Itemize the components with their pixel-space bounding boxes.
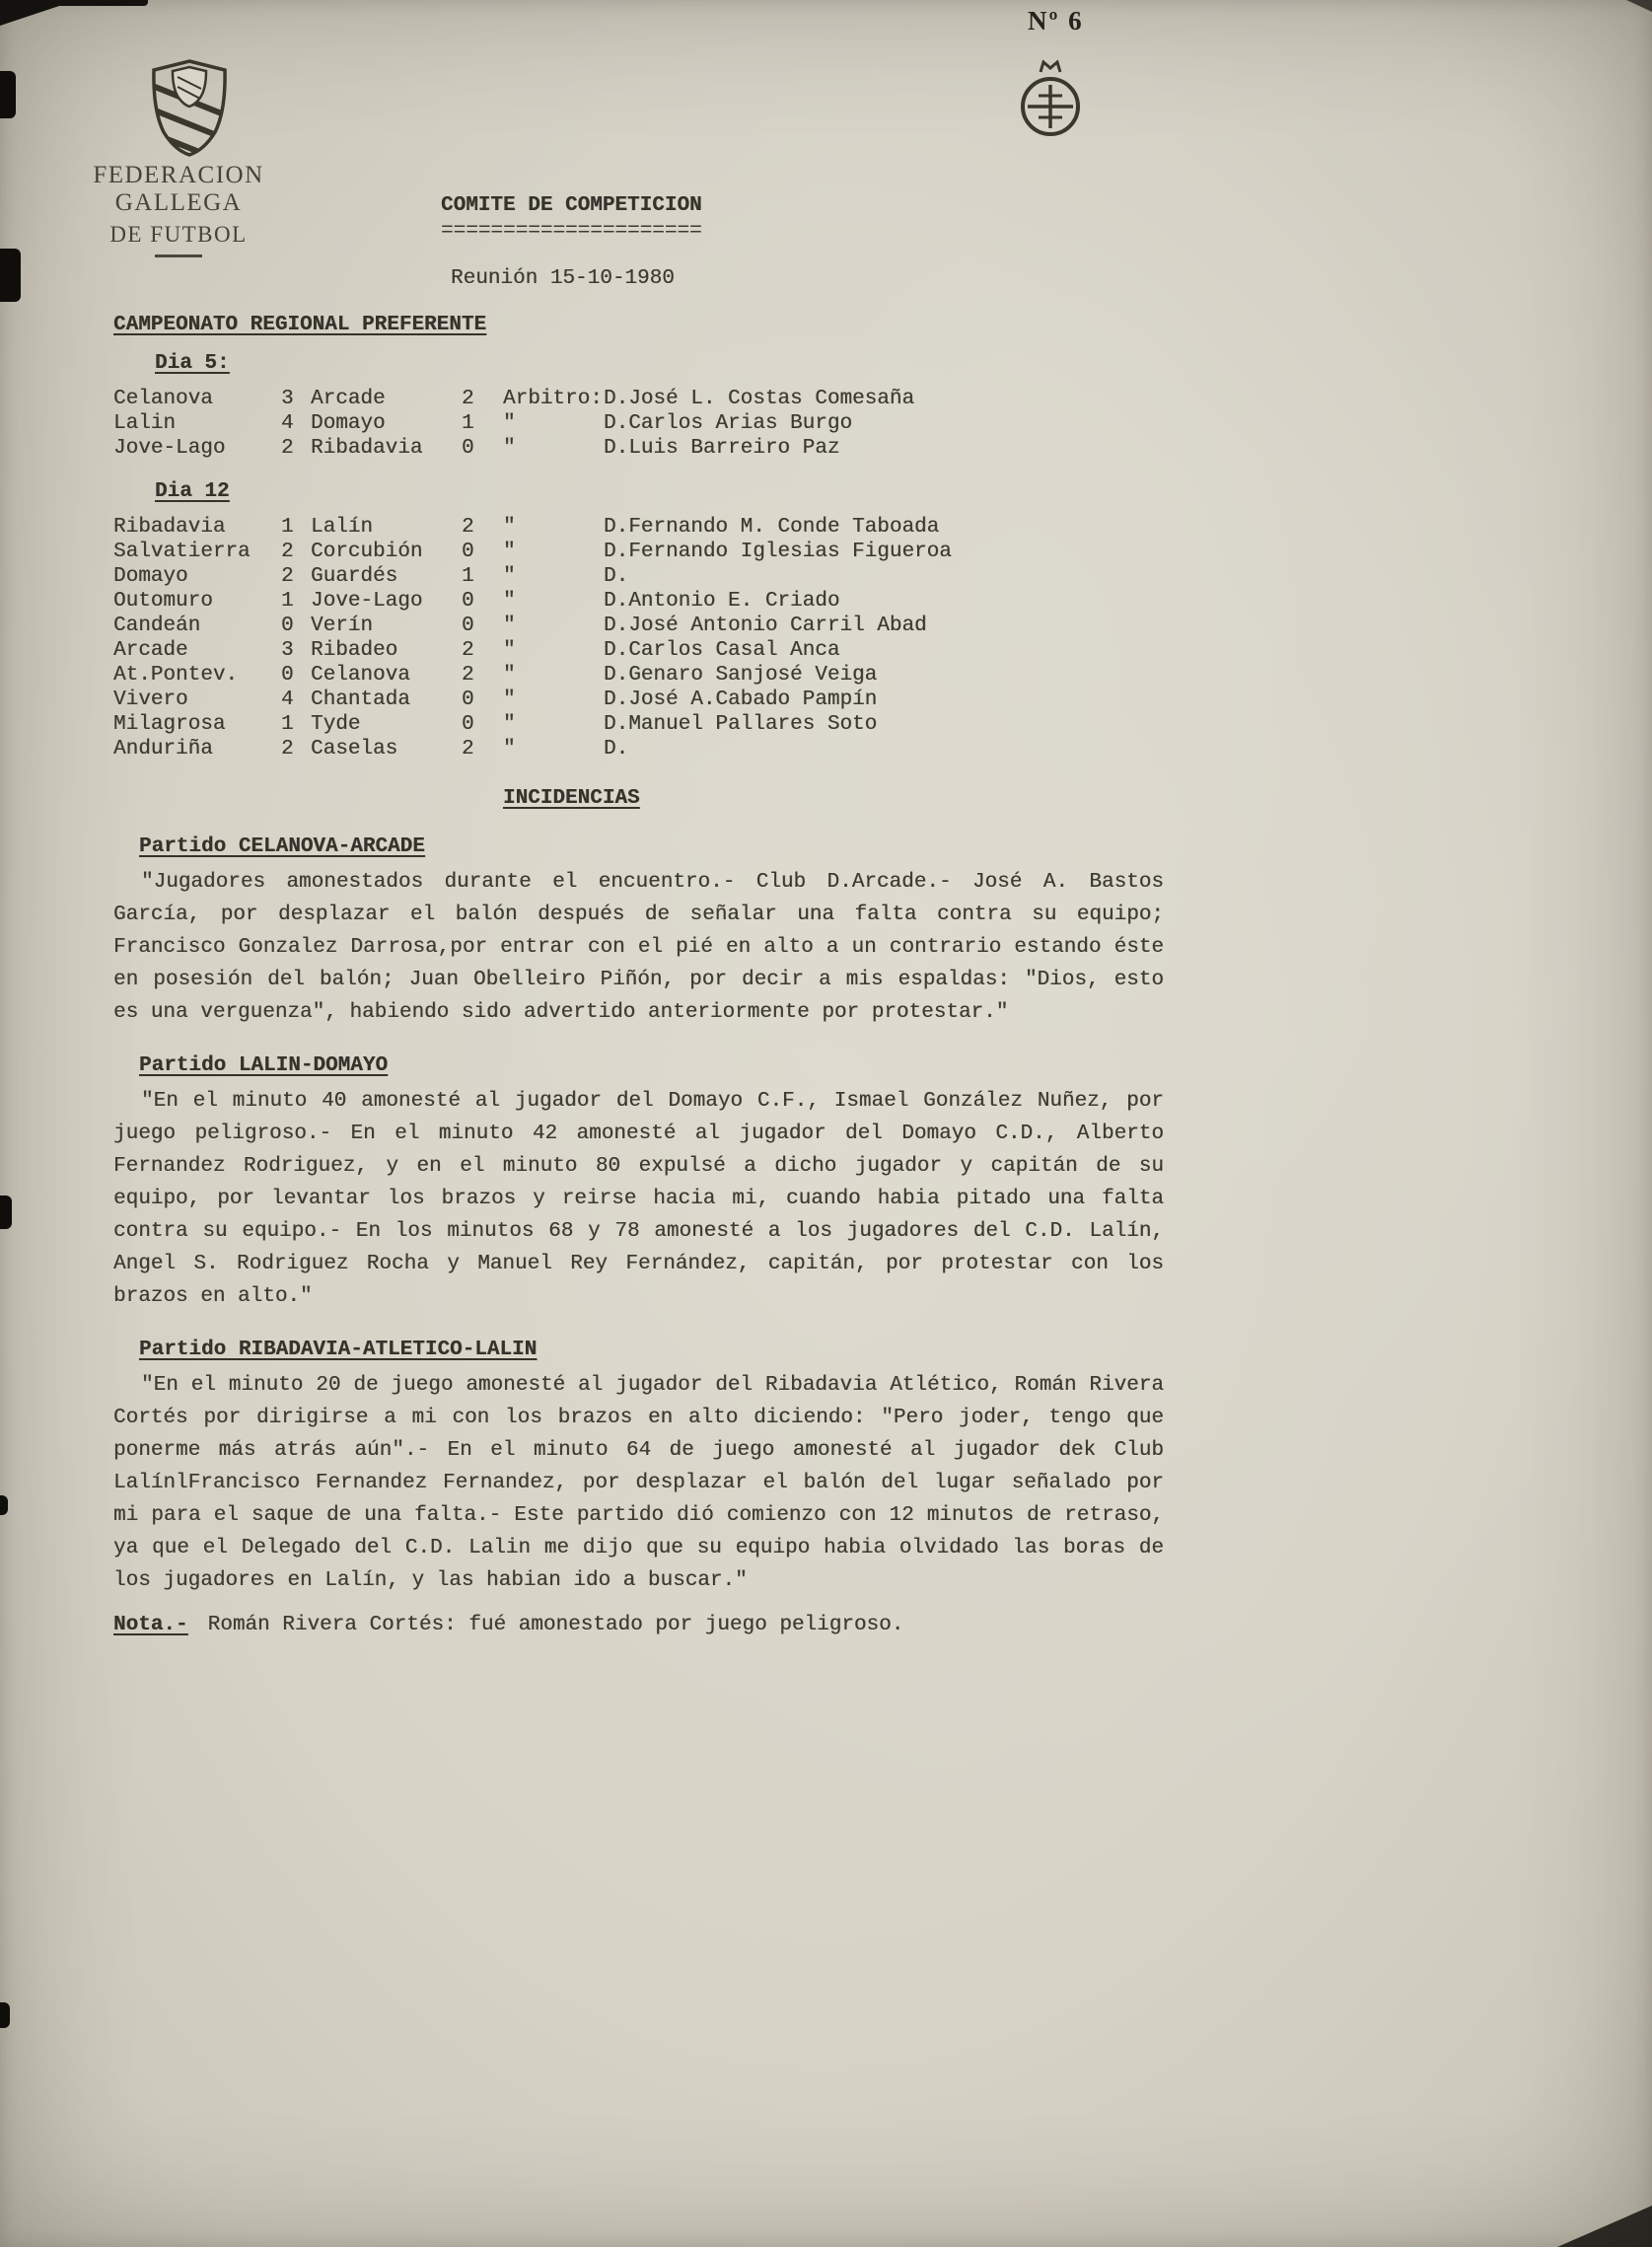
binding-mark: [0, 1196, 12, 1229]
home-team: Lalin: [113, 412, 177, 435]
home-team: Ribadavia: [113, 516, 226, 539]
referee-label: ": [503, 639, 516, 662]
referee-name: D.Fernando M. Conde Taboada: [604, 516, 940, 539]
referee-name: D.Carlos Arias Burgo: [604, 412, 853, 435]
home-score: 0: [281, 615, 294, 637]
home-team: Celanova: [113, 388, 213, 410]
scan-edge-artifact: [0, 0, 148, 6]
referee-name: D.: [604, 738, 629, 761]
match-row: [113, 589, 1164, 614]
referee-name: D.: [604, 565, 629, 588]
referee-name: D.José Antonio Carril Abad: [604, 615, 927, 637]
binding-mark: [0, 71, 16, 118]
referee-name: D.Luis Barreiro Paz: [604, 437, 840, 460]
referee-name: D.Manuel Pallares Soto: [604, 713, 878, 736]
home-team: Anduriña: [113, 738, 213, 761]
incident-section-ribadavia-atletico-lalin: [113, 1339, 1164, 1597]
referee-label: ": [503, 664, 516, 687]
incident-heading: Partido LALIN-DOMAYO: [139, 1054, 389, 1077]
match-row: [113, 688, 1164, 712]
org-name-line2: DE FUTBOL: [109, 222, 248, 247]
referee-label: ": [503, 615, 516, 637]
match-row: [113, 540, 1164, 564]
incidents-title: INCIDENCIAS: [503, 787, 640, 810]
home-score: 1: [281, 713, 294, 736]
match-row: [113, 515, 1164, 540]
match-row: [113, 638, 1164, 663]
home-score: 1: [281, 590, 294, 613]
day-5-results: [113, 387, 1164, 461]
note-label: Nota.-: [113, 1614, 188, 1636]
referee-label: Arbitro:: [503, 388, 603, 410]
referee-name: D.José L. Costas Comesaña: [604, 388, 915, 410]
championship-title: CAMPEONATO REGIONAL PREFERENTE: [113, 314, 487, 336]
home-score: 2: [281, 738, 294, 761]
match-row: [113, 614, 1164, 638]
away-score: 2: [462, 664, 474, 687]
away-team: Tyde: [311, 713, 361, 736]
away-team: Verín: [311, 615, 374, 637]
away-team: Ribadavia: [311, 437, 423, 460]
away-team: Guardés: [311, 565, 398, 588]
away-team: Lalín: [311, 516, 374, 539]
home-team: Candeán: [113, 615, 201, 637]
away-team: Jove-Lago: [311, 590, 423, 613]
referee-label: ": [503, 689, 516, 711]
home-team: At.Pontev.: [113, 664, 239, 687]
away-score: 0: [462, 590, 474, 613]
meeting-date: Reunión 15-10-1980: [451, 267, 675, 290]
home-score: 4: [281, 689, 294, 711]
home-score: 0: [281, 664, 294, 687]
away-score: 0: [462, 541, 474, 563]
away-team: Caselas: [311, 738, 398, 761]
match-row: [113, 712, 1164, 737]
referee-label: ": [503, 590, 516, 613]
away-score: 1: [462, 565, 474, 588]
away-team: Domayo: [311, 412, 386, 435]
away-team: Ribadeo: [311, 639, 398, 662]
round-emblem-icon: [1014, 57, 1087, 147]
day-12-label: Dia 12: [155, 480, 230, 503]
home-score: 1: [281, 516, 294, 539]
title-separator: =====================: [441, 220, 702, 243]
referee-label: ": [503, 713, 516, 736]
home-team: Jove-Lago: [113, 437, 226, 460]
federation-crest-icon: [144, 55, 235, 165]
referee-name: D.Antonio E. Criado: [604, 590, 840, 613]
document-body: [113, 314, 1164, 1641]
home-score: 2: [281, 541, 294, 563]
referee-label: ": [503, 738, 516, 761]
incident-section-celanova-arcade: [113, 835, 1164, 1029]
match-row: [113, 564, 1164, 589]
away-team: Arcade: [311, 388, 386, 410]
home-score: 2: [281, 565, 294, 588]
match-row: [113, 411, 1164, 436]
day-5-label: Dia 5:: [155, 352, 230, 375]
home-score: 4: [281, 412, 294, 435]
home-team: Vivero: [113, 689, 188, 711]
letterhead-rule: [155, 254, 202, 257]
away-score: 0: [462, 437, 474, 460]
incident-heading: Partido RIBADAVIA-ATLETICO-LALIN: [139, 1339, 538, 1361]
home-team: Domayo: [113, 565, 188, 588]
referee-name: D.José A.Cabado Pampín: [604, 689, 878, 711]
home-team: Salvatierra: [113, 541, 251, 563]
referee-label: ": [503, 516, 516, 539]
home-team: Outomuro: [113, 590, 213, 613]
home-score: 2: [281, 437, 294, 460]
away-team: Corcubión: [311, 541, 423, 563]
binding-mark: [0, 249, 21, 302]
letterhead: [37, 162, 320, 257]
note-text: Román Rivera Cortés: fué amonestado por juego peligroso.: [207, 1614, 904, 1636]
away-score: 0: [462, 615, 474, 637]
away-score: 1: [462, 412, 474, 435]
away-score: 2: [462, 639, 474, 662]
match-row: [113, 737, 1164, 761]
incident-section-lalin-domayo: [113, 1054, 1164, 1313]
away-score: 0: [462, 689, 474, 711]
referee-label: ": [503, 565, 516, 588]
binding-mark: [0, 1495, 8, 1515]
away-team: Chantada: [311, 689, 410, 711]
incident-heading: Partido CELANOVA-ARCADE: [139, 835, 425, 858]
away-score: 0: [462, 713, 474, 736]
binding-mark: [0, 2002, 10, 2028]
match-row: [113, 663, 1164, 688]
referee-label: ": [503, 437, 516, 460]
match-row: [113, 387, 1164, 411]
scan-corner-artifact: [1626, 0, 1652, 12]
home-team: Milagrosa: [113, 713, 226, 736]
home-score: 3: [281, 639, 294, 662]
incident-body: "Jugadores amonestados durante el encuentro.- Club D.Arcade.- José A. Bastos García, por desplazar el balón después de señalar una falta contra su equipo; Francisco Gonzalez Darrosa,por entrar con el pié en alto a un contrario estando éste en posesión del balón; Juan Obelleiro Piñón, por decir a mis espaldas: "Dios, esto es una verguenza", habiendo sido advertido anteriormente por protestar.": [113, 871, 1164, 1024]
home-team: Arcade: [113, 639, 188, 662]
away-score: 2: [462, 388, 474, 410]
incident-body: "En el minuto 40 amonesté al jugador del Domayo C.F., Ismael González Nuñez, por juego peligroso.- En el minuto 42 amonesté al jugador del Domayo C.D., Alberto Fernandez Rodriguez, y en el minuto 80 expulsé a dicho jugador y capitán de su equipo, por levantar los brazos y reirse hacia mi, cuando habia pitado una falta contra su equipo.- En los minutos 68 y 78 amonesté a los jugadores del C.D. Lalín, Angel S. Rodriguez Rocha y Manuel Rey Fernández, capitán, por protestar con los brazos en alto.": [113, 1090, 1164, 1308]
referee-name: D.Carlos Casal Anca: [604, 639, 840, 662]
page-number: Nº 6: [1028, 6, 1084, 36]
away-score: 2: [462, 738, 474, 761]
committee-header: [441, 193, 702, 292]
incident-body: "En el minuto 20 de juego amonesté al jugador del Ribadavia Atlético, Román Rivera Cortés por dirigirse a mi con los brazos en alto diciendo: "Pero joder, tengo que ponerme más atrás aún".- En el minuto 64 de juego amonesté al jugador dek Club LalínlFrancisco Fernandez Fernandez, por desplazar el balón del lugar señalado por mi para el saque de una falta.- Este partido dió comienzo con 12 minutos de retraso, ya que el Delegado del C.D. Lalin me dijo que su equipo habia olvidado las boras de los jugadores en Lalín, y las habian ido a buscar.": [113, 1374, 1164, 1592]
referee-label: ": [503, 412, 516, 435]
note-line: [113, 1609, 1164, 1641]
referee-name: D.Fernando Iglesias Figueroa: [604, 541, 952, 563]
committee-title: COMITE DE COMPETICION: [441, 194, 702, 217]
match-row: [113, 436, 1164, 461]
away-score: 2: [462, 516, 474, 539]
home-score: 3: [281, 388, 294, 410]
org-name-line1: FEDERACION GALLEGA: [93, 162, 264, 216]
away-team: Celanova: [311, 664, 410, 687]
day-12-results: [113, 515, 1164, 761]
referee-label: ": [503, 541, 516, 563]
scan-corner-artifact: [1557, 2206, 1652, 2247]
referee-name: D.Genaro Sanjosé Veiga: [604, 664, 878, 687]
